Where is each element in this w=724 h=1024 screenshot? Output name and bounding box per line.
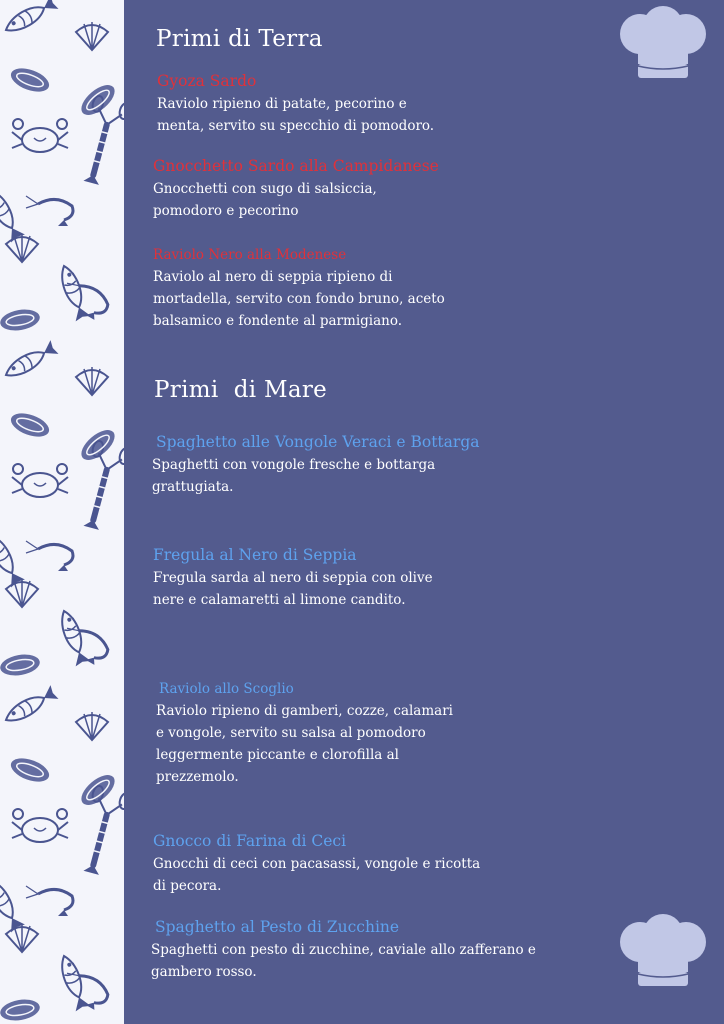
dish-desc-line: pomodoro e pecorino	[153, 203, 299, 219]
dish-desc-line: Fregula sarda al nero di seppia con olive	[153, 570, 433, 586]
menu-page	[124, 0, 724, 1024]
dish-description	[153, 567, 593, 611]
section-title-mare: Primi di Mare	[154, 377, 328, 403]
dish-description	[152, 454, 596, 498]
dish-desc-line: leggermente piccante e clorofilla al	[156, 747, 399, 763]
dish-desc-line: gambero rosso.	[151, 964, 257, 980]
dish-desc-line: Raviolo ripieno di patate, pecorino e	[157, 96, 407, 112]
dish-spaghetto-pesto	[151, 918, 615, 983]
dish-raviolo-nero	[153, 247, 593, 332]
dish-desc-line: prezzemolo.	[156, 769, 239, 785]
dish-name: Gnocchetto Sardo alla Campidanese	[153, 157, 439, 175]
dish-name: Raviolo allo Scoglio	[159, 681, 294, 697]
dish-description	[151, 939, 615, 983]
dish-desc-line: Raviolo ripieno di gamberi, cozze, calamari	[156, 703, 453, 719]
dish-description	[153, 266, 593, 332]
dish-name: Fregula al Nero di Seppia	[153, 546, 357, 564]
dish-desc-line: mortadella, servito con fondo bruno, aceto	[153, 291, 445, 307]
dish-desc-line: Spaghetti con vongole fresche e bottarga	[152, 457, 436, 473]
dish-desc-line: di pecora.	[153, 878, 222, 894]
dish-gnocchetto-sardo	[153, 157, 593, 222]
chef-hat-icon	[616, 6, 710, 82]
dish-name: Gyoza Sardo	[157, 72, 257, 90]
dish-desc-line: grattugiata.	[152, 479, 234, 495]
dish-description	[157, 93, 597, 137]
dish-desc-line: Gnocchetti con sugo di salsiccia,	[153, 181, 377, 197]
dish-desc-line: balsamico e fondente al parmigiano.	[153, 313, 403, 329]
dish-desc-line: Raviolo al nero di seppia ripieno di	[153, 269, 393, 285]
dish-desc-line: nere e calamaretti al limone candito.	[153, 592, 406, 608]
dish-desc-line: Spaghetti con pesto di zucchine, caviale allo zafferano e	[151, 942, 536, 958]
dish-name: Spaghetto alle Vongole Veraci e Bottarga	[156, 433, 480, 451]
dish-desc-line: Gnocchi di ceci con pacasassi, vongole e ricotta	[153, 856, 481, 872]
seafood-pattern-strip	[0, 0, 124, 1024]
dish-gnocco-ceci	[153, 832, 593, 897]
dish-gyoza-sardo	[157, 72, 597, 137]
dish-spaghetto-vongole	[152, 433, 596, 498]
dish-name: Raviolo Nero alla Modenese	[153, 247, 347, 263]
dish-name: Spaghetto al Pesto di Zucchine	[155, 918, 400, 936]
dish-description	[153, 178, 593, 222]
dish-desc-line: menta, servito su specchio di pomodoro.	[157, 118, 435, 134]
dish-fregula	[153, 546, 593, 611]
dish-name: Gnocco di Farina di Ceci	[153, 832, 347, 850]
seafood-pattern	[0, 0, 124, 1024]
section-title-terra: Primi di Terra	[156, 26, 323, 52]
dish-desc-line: e vongole, servito su salsa al pomodoro	[156, 725, 426, 741]
dish-description	[156, 700, 599, 788]
dish-raviolo-scoglio	[156, 681, 599, 788]
chef-hat-icon	[616, 914, 710, 990]
dish-description	[153, 853, 593, 897]
